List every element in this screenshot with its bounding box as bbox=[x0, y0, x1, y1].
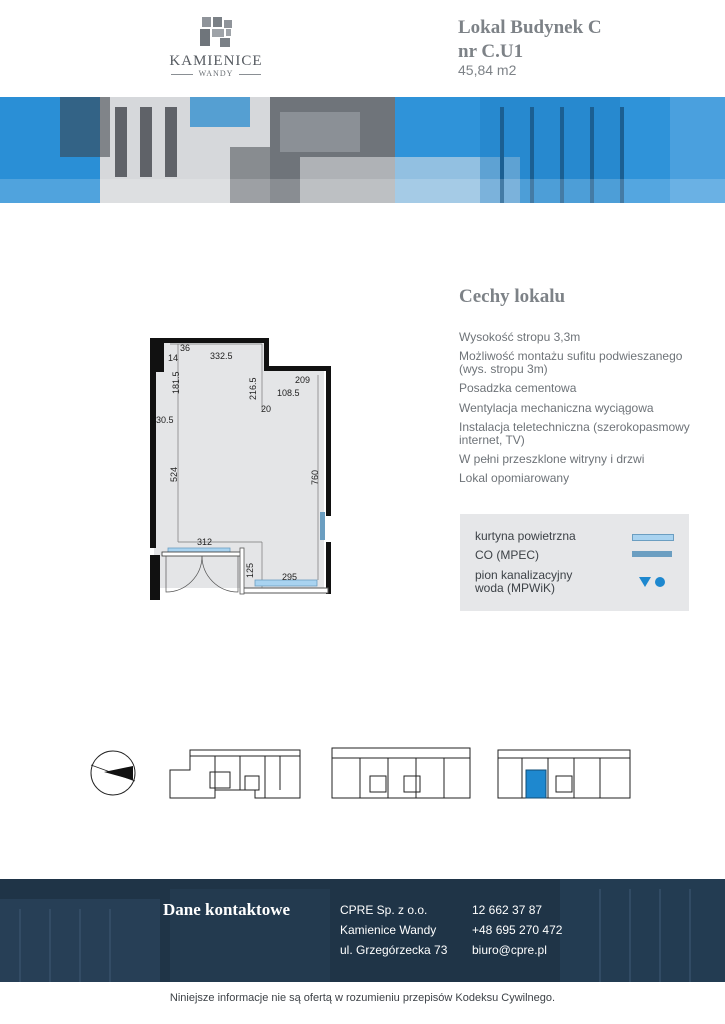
feature-item: W pełni przeszklone witryny i drzwi bbox=[459, 452, 645, 466]
dim-label: 216.5 bbox=[248, 377, 258, 400]
feature-item: Lokal opomiarowany bbox=[459, 471, 570, 485]
pipe-water-icon bbox=[638, 576, 668, 588]
dim-label: 760 bbox=[310, 469, 320, 485]
features-title: Cechy lokalu bbox=[459, 286, 566, 307]
contact-phone-1[interactable]: 12 662 37 87 bbox=[472, 903, 543, 917]
floor-plan bbox=[140, 330, 360, 610]
building-photo-banner bbox=[0, 97, 725, 203]
compass-icon bbox=[88, 748, 138, 798]
contact-phone-2[interactable]: +48 695 270 472 bbox=[472, 923, 563, 937]
dim-label: 181.5 bbox=[171, 371, 181, 394]
unit-area: 45,84 m2 bbox=[458, 62, 517, 78]
feature-item: Możliwość montażu sufitu podwieszanego (wys. stropu 3m) bbox=[459, 349, 683, 376]
legend-swatch-air-curtain bbox=[632, 534, 674, 541]
unit-number: nr C.U1 bbox=[458, 41, 524, 62]
feature-item: Wentylacja mechaniczna wyciągowa bbox=[459, 401, 654, 415]
unit-title: Lokal Budynek C bbox=[458, 17, 602, 38]
feature-item: Instalacja teletechniczna (szerokopasmowy internet, TV) bbox=[459, 420, 690, 447]
legend-label-air-curtain: kurtyna powietrzna bbox=[475, 529, 576, 543]
dim-label: 524 bbox=[169, 466, 179, 482]
dim-label: 125 bbox=[245, 562, 255, 578]
contact-company: CPRE Sp. z o.o. bbox=[340, 903, 428, 917]
contact-email[interactable]: biuro@cpre.pl bbox=[472, 943, 547, 957]
dim-label: 36 bbox=[180, 343, 191, 353]
legend-label-co: CO (MPEC) bbox=[475, 548, 539, 562]
building-floor-plans bbox=[160, 740, 640, 804]
dim-label: 14 bbox=[168, 353, 179, 363]
highlighted-unit bbox=[526, 770, 546, 798]
contact-project: Kamienice Wandy bbox=[340, 923, 437, 937]
legend-label-pipe: pion kanalizacyjny woda (MPWiK) bbox=[475, 568, 573, 595]
legend-swatch-co bbox=[632, 551, 672, 557]
dim-label: 108.5 bbox=[277, 388, 300, 398]
brand-name: KAMIENICE bbox=[169, 53, 263, 69]
dim-label: 209 bbox=[295, 375, 311, 385]
feature-item: Posadzka cementowa bbox=[459, 381, 577, 395]
legal-disclaimer: Niniejsze informacje nie są ofertą w rozumieniu przepisów Kodeksu Cywilnego. bbox=[169, 992, 556, 1004]
dim-label: 30.5 bbox=[156, 415, 174, 425]
dim-label: 20 bbox=[261, 404, 272, 414]
dim-label: 332.5 bbox=[210, 351, 233, 361]
contact-title: Dane kontaktowe bbox=[163, 900, 291, 919]
brand-subname: WANDY bbox=[160, 69, 272, 78]
contact-address: ul. Grzegórzecka 73 bbox=[340, 943, 448, 957]
dim-label: 295 bbox=[282, 572, 298, 582]
feature-item: Wysokość stropu 3,3m bbox=[459, 330, 581, 344]
dim-label: 312 bbox=[197, 537, 213, 547]
